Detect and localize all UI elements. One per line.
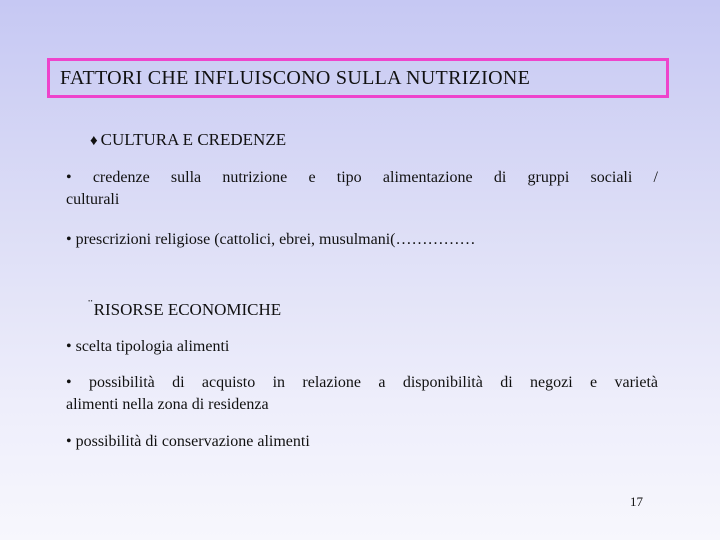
list-item (66, 229, 658, 251)
section-heading-label: CULTURA E CREDENZE (100, 130, 287, 149)
slide-title: FATTORI CHE INFLUISCONO SULLA NUTRIZIONE (60, 66, 531, 89)
list-item (66, 431, 658, 453)
list-item-line: • credenze sulla nutrizione e tipo alimentazione di gruppi sociali / (66, 169, 658, 186)
diamond-bullet-icon: ♦ (90, 133, 98, 149)
section-heading-label: RISORSE ECONOMICHE (93, 300, 282, 319)
list-item-line: • prescrizioni religiose (cattolici, ebrei, musulmani(…………… (66, 231, 476, 248)
list-item-line: • possibilità di conservazione alimenti (66, 433, 310, 450)
list-item-line: • possibilità di acquisto in relazione a disponibilità di negozi e varietà (66, 374, 658, 391)
list-item-line: alimenti nella zona di residenza (66, 396, 269, 413)
title-box (47, 58, 669, 98)
list-item-line: culturali (66, 191, 120, 208)
page-number: 17 (630, 494, 643, 509)
list-item-line: • scelta tipologia alimenti (66, 338, 230, 355)
section-heading-culture (90, 130, 286, 150)
section-heading-economic (88, 298, 281, 320)
list-item (66, 372, 658, 416)
bullet-marker-icon: ¨ (88, 298, 93, 313)
list-item (66, 336, 658, 358)
list-item (66, 167, 658, 211)
